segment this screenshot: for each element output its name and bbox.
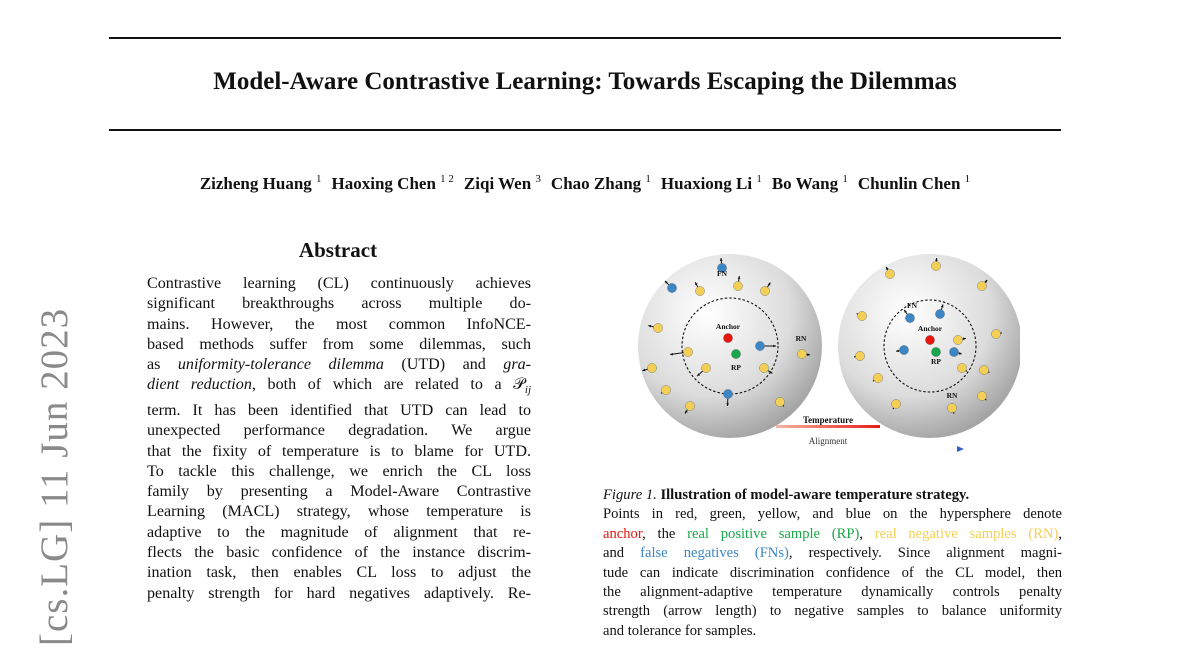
negative-sample — [759, 363, 768, 372]
negative-sample — [947, 403, 956, 412]
caption-line: tude can indicate discrimination confidence of the CL model, then — [603, 564, 1062, 581]
temperature-bar — [776, 425, 880, 428]
paper-title: Model-Aware Contrastive Learning: Towards Escaping the Dilemmas — [213, 68, 957, 95]
title-bottom-rule — [109, 129, 1061, 131]
negative-sample — [647, 363, 656, 372]
negative-sample — [797, 349, 806, 358]
caption-line: anchor, the real positive sample (RP), real negative samples (RN), — [603, 525, 1062, 542]
abstract-line: unexpected performance degradation. We argue — [147, 422, 531, 440]
abstract-text — [147, 274, 531, 604]
negative-sample — [953, 335, 962, 344]
caption-line: Figure 1. Illustration of model-aware temperature strategy. — [603, 487, 970, 503]
abstract-line: To tackle this challenge, we enrich the CL loss — [147, 462, 531, 480]
negative-sample — [760, 286, 769, 295]
author-name: Ziqi Wen $^3$ — [463, 173, 541, 193]
false-negative — [667, 283, 676, 292]
author-name: Chunlin Chen $^1$ — [857, 173, 971, 193]
anchor-label: Anchor — [715, 322, 741, 331]
author-name: Huaxiong Li $^1$ — [660, 173, 762, 193]
anchor-label: Anchor — [917, 324, 943, 333]
rn-label: RN — [795, 334, 807, 343]
abstract-line: penalty strength for hard negatives adaptively. Re- — [147, 584, 531, 602]
negative-sample — [855, 351, 864, 360]
author-affiliation: 3 — [535, 173, 541, 185]
abstract-line: as uniformity-tolerance dilemma (UTD) and gra- — [147, 356, 531, 374]
author-name: Haoxing Chen $^{1 2}$ — [331, 173, 454, 193]
alignment-arrowhead — [957, 446, 964, 452]
negative-sample — [701, 363, 710, 372]
negative-sample — [661, 385, 670, 394]
false-negative — [723, 389, 732, 398]
negative-sample — [979, 365, 988, 374]
sphere-surface — [838, 254, 1020, 438]
author-name: Chao Zhang $^1$ — [550, 173, 651, 193]
abstract-line: adaptive to the magnitude of alignment that re- — [147, 523, 531, 541]
alignment-label: Alignment — [808, 436, 848, 446]
negative-sample — [775, 397, 784, 406]
false-negative — [949, 347, 958, 356]
negative-sample — [885, 269, 894, 278]
negative-sample — [683, 347, 692, 356]
caption-line: and tolerance for samples. — [603, 622, 757, 639]
negative-sample — [695, 286, 704, 295]
hypersphere-right — [838, 254, 1020, 438]
abstract-line: Learning (MACL) strategy, whose temperature is — [147, 503, 531, 521]
abstract-line: Contrastive learning (CL) continuously achieves — [147, 275, 531, 292]
abstract-line: family by presenting a Model-Aware Contrastive — [147, 483, 531, 501]
author-affiliation: 1 — [316, 173, 322, 185]
author-name: Bo Wang $^1$ — [771, 173, 848, 193]
anchor-point — [925, 335, 934, 344]
negative-sample — [977, 391, 986, 400]
false-negative — [905, 313, 914, 322]
false-negative — [935, 309, 944, 318]
negative-sample — [977, 281, 986, 290]
negative-sample — [733, 281, 742, 290]
author-affiliation: 1 — [964, 173, 971, 185]
negative-sample — [991, 329, 1000, 338]
abstract-line: that the fixity of temperature is to blame for UTD. — [147, 442, 531, 460]
negative-sample — [857, 311, 866, 320]
caption-line: Points in red, green, yellow, and blue on the hypersphere denote — [603, 506, 1062, 523]
rn-label: RN — [946, 391, 958, 400]
negative-sample — [957, 363, 966, 372]
author-affiliation: 1 — [756, 173, 762, 185]
anchor-point — [723, 333, 732, 342]
author-name: Zizheng Huang $^1$ — [199, 173, 322, 193]
abstract-heading: Abstract — [298, 238, 378, 262]
positive-point — [931, 347, 940, 356]
negative-sample — [873, 373, 882, 382]
false-negative — [755, 341, 764, 350]
false-negative — [899, 345, 908, 354]
arxiv-stamp: [cs.LG] 11 Jun 2023 — [33, 307, 76, 646]
author-affiliation: 1 2 — [440, 173, 454, 185]
caption-line: the alignment-adaptive temperature dynamically controls penalty — [603, 584, 1062, 601]
rp-label: RP — [931, 357, 941, 366]
abstract-line: mains. However, the most common InfoNCE- — [147, 315, 531, 333]
fn-label: FN — [907, 301, 917, 310]
fn-label: FN — [717, 269, 727, 278]
figure-caption — [603, 486, 1062, 641]
author-list — [109, 174, 1061, 194]
positive-point — [731, 349, 740, 358]
author-affiliation: 1 — [842, 173, 848, 185]
abstract-line: significant breakthroughs across multiple do- — [147, 295, 531, 313]
caption-line: and false negatives (FNs), respectively. Since alignment magni- — [603, 545, 1062, 562]
rp-label: RP — [731, 363, 741, 372]
title-top-rule — [109, 37, 1061, 39]
temperature-label: Temperature — [803, 415, 853, 425]
abstract-line: ination task, then enables CL loss to adjust the — [147, 564, 531, 582]
caption-line: strength (arrow length) to negative samples to balance uniformity — [603, 603, 1062, 620]
abstract-line: term. It has been identified that UTD can lead to — [147, 402, 531, 419]
abstract-line: flects the basic confidence of the instance discrim- — [147, 544, 531, 562]
negative-sample — [685, 401, 694, 410]
negative-sample — [891, 399, 900, 408]
figure-1 — [630, 244, 1020, 456]
negative-sample — [931, 261, 940, 270]
hypersphere-left — [638, 254, 822, 438]
negative-sample — [653, 323, 662, 332]
abstract-line: dient reduction, both of which are related to a 𝒫$_{ij}$ — [147, 376, 532, 397]
author-affiliation: 1 — [645, 173, 651, 185]
abstract-line: based methods suffer from some dilemmas, such — [147, 335, 531, 353]
